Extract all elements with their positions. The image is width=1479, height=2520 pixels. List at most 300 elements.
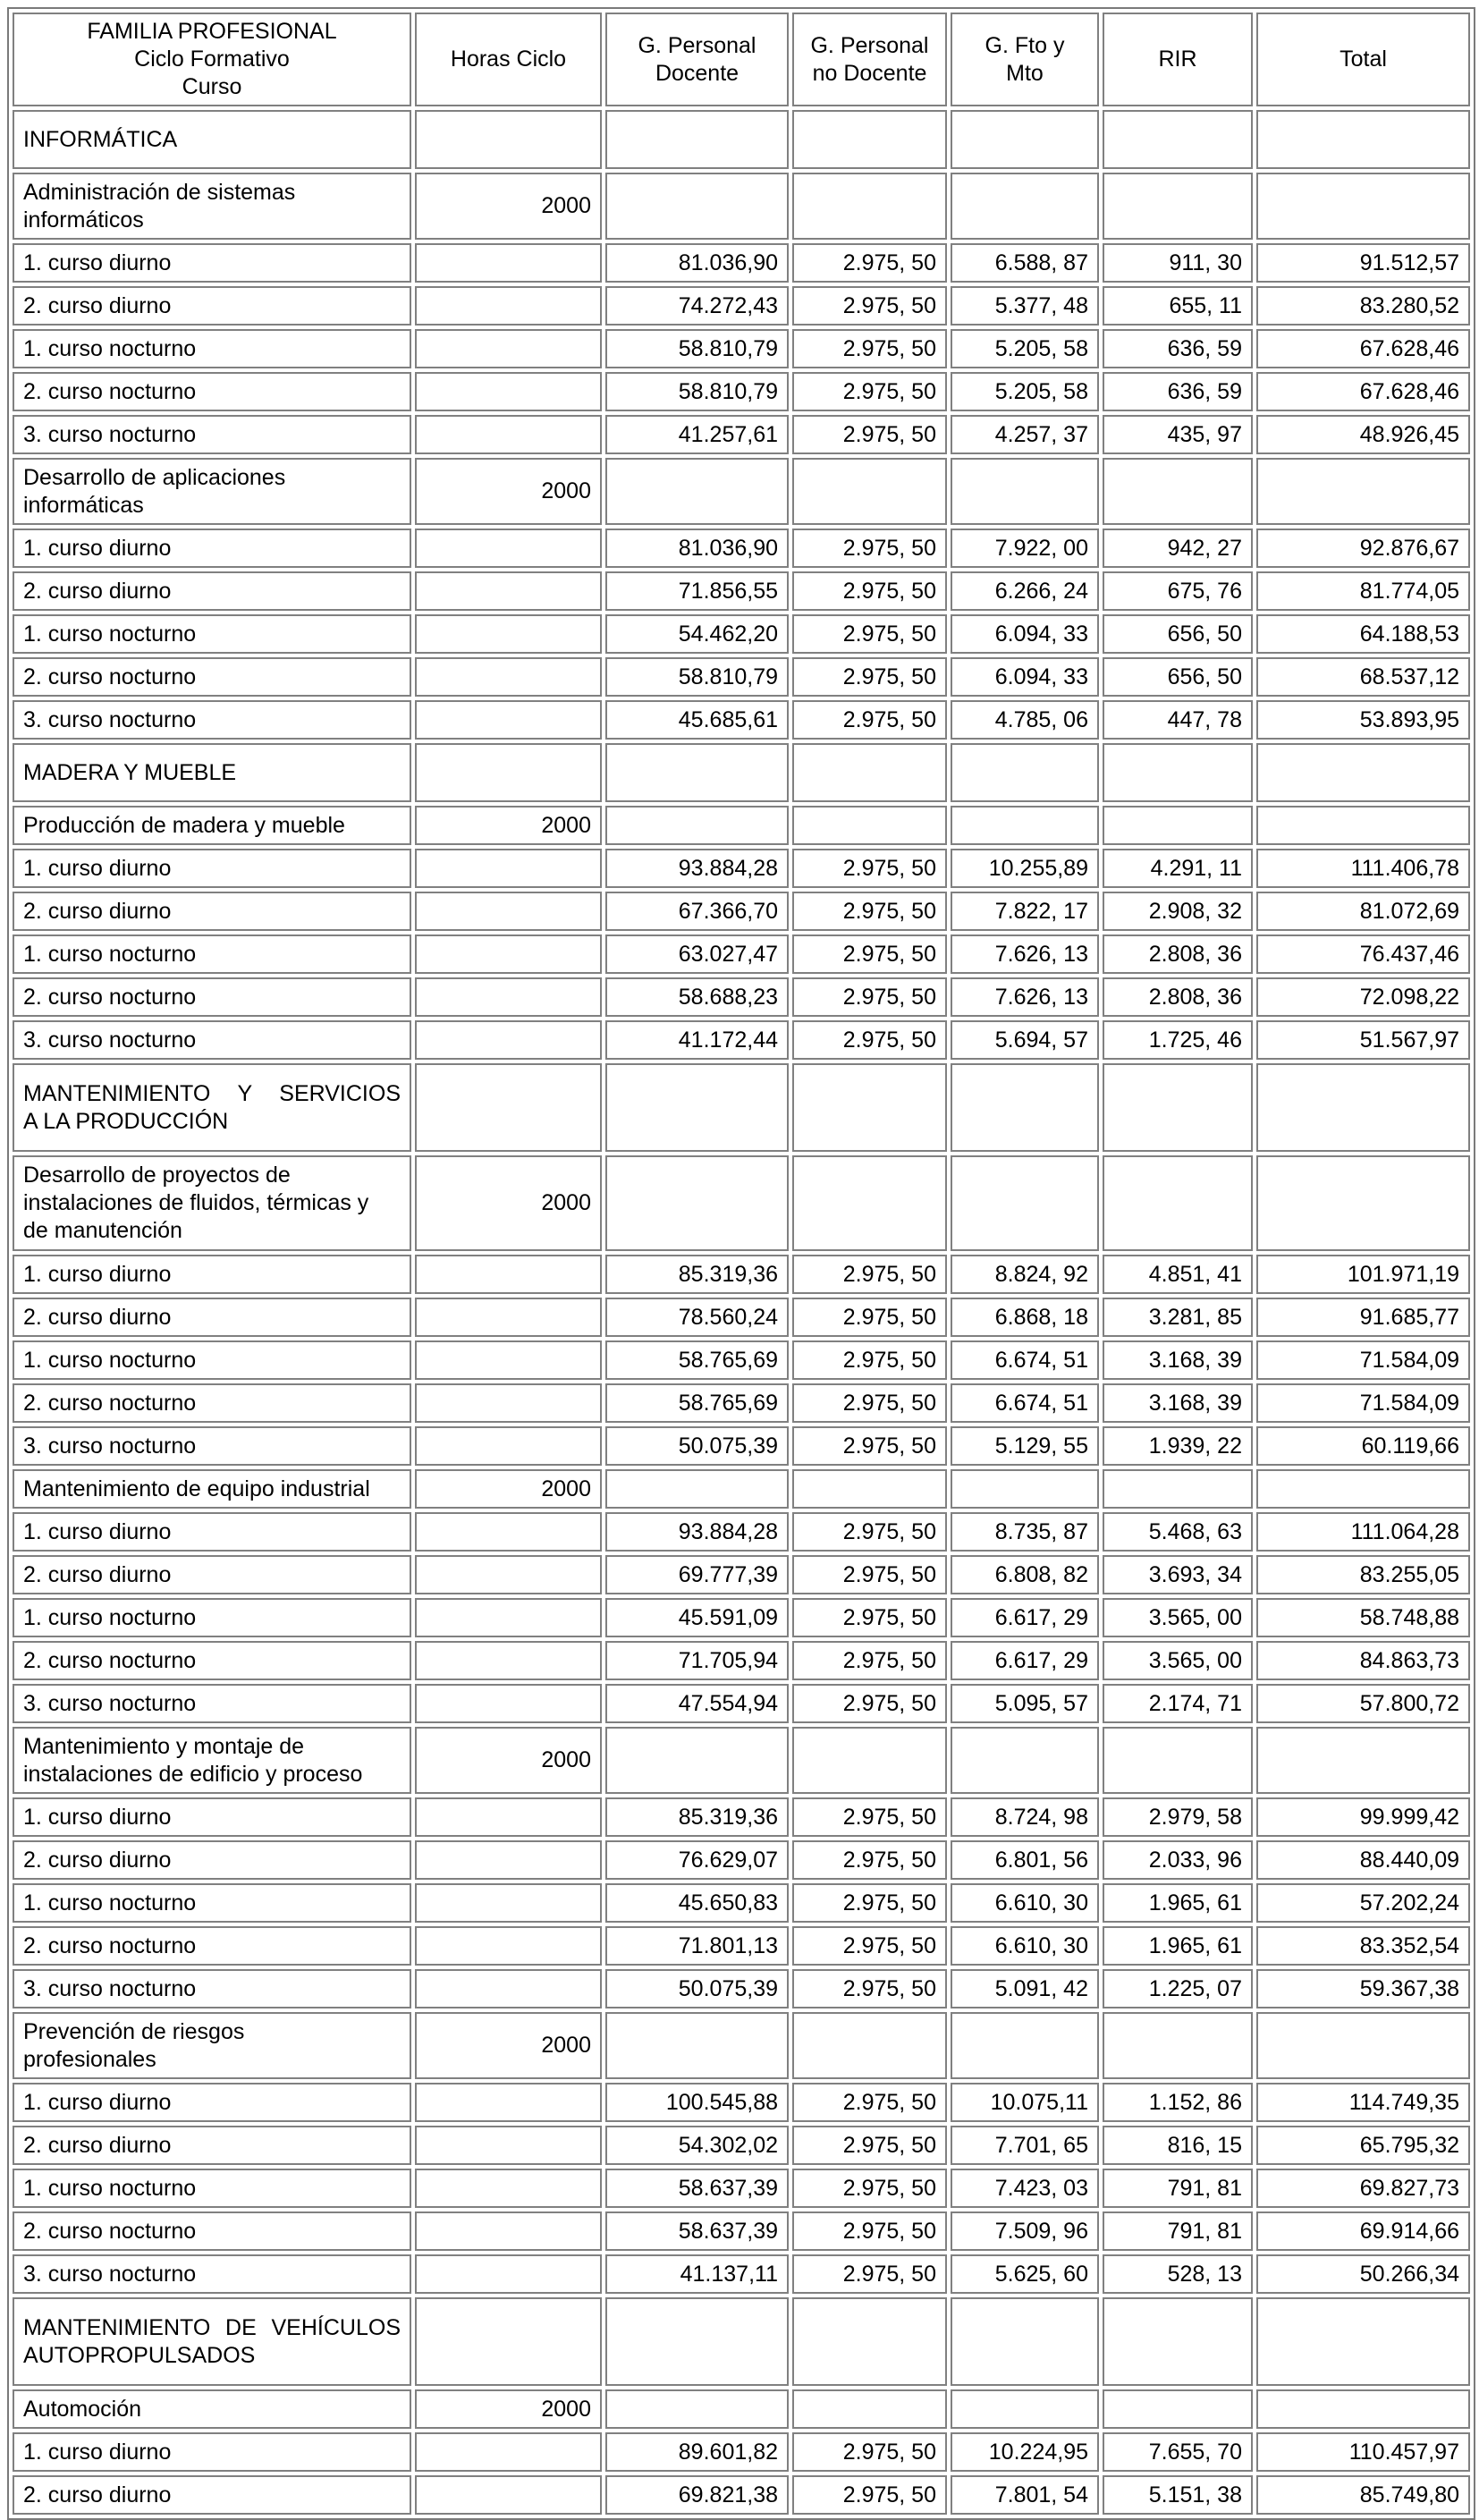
fto-mto-cell: 5.129, 55: [951, 1426, 1099, 1466]
rir-cell: 656, 50: [1103, 657, 1253, 697]
table-row: [13, 529, 1470, 568]
personal-docente-cell: 93.884,28: [605, 849, 789, 888]
rir-cell: 1.225, 07: [1103, 1969, 1253, 2008]
curso-cell: 1. curso diurno: [13, 1797, 411, 1837]
header-rir: RIR: [1103, 13, 1253, 106]
horas-cell: [415, 614, 602, 654]
empty-cell: [605, 2297, 789, 2386]
personal-no-docente-cell: 2.975, 50: [792, 1684, 947, 1723]
personal-no-docente-cell: 2.975, 50: [792, 1883, 947, 1923]
personal-docente-cell: 93.884,28: [605, 1512, 789, 1552]
personal-docente-cell: 69.821,38: [605, 2475, 789, 2515]
horas-cell: [415, 1340, 602, 1380]
personal-docente-cell: 54.462,20: [605, 614, 789, 654]
ciclo-name-line: Administración de sistemas: [23, 179, 296, 205]
empty-cell: [1103, 2389, 1253, 2429]
fto-mto-cell: 6.808, 82: [951, 1555, 1099, 1594]
empty-cell: [792, 1155, 947, 1251]
personal-no-docente-cell: 2.975, 50: [792, 2126, 947, 2165]
empty-cell: [1103, 2012, 1253, 2079]
horas-cell: [415, 1555, 602, 1594]
ciclo-name-line: instalaciones de fluidos, térmicas y: [23, 1190, 369, 1215]
ciclo-name-cell: [13, 806, 411, 845]
empty-cell: [1103, 806, 1253, 845]
table-row: [13, 892, 1470, 931]
total-cell: 83.255,05: [1256, 1555, 1470, 1594]
total-cell: 101.971,19: [1256, 1255, 1470, 1294]
fto-mto-cell: 6.674, 51: [951, 1340, 1099, 1380]
empty-cell: [792, 2389, 947, 2429]
horas-cell: [415, 1598, 602, 1637]
empty-cell: [1103, 1469, 1253, 1509]
personal-docente-cell: 58.810,79: [605, 372, 789, 411]
horas-cell: [415, 1797, 602, 1837]
empty-cell: [951, 173, 1099, 240]
empty-cell: [605, 1063, 789, 1152]
total-cell: 99.999,42: [1256, 1797, 1470, 1837]
curso-cell: 2. curso nocturno: [13, 1926, 411, 1966]
personal-no-docente-cell: 2.975, 50: [792, 1426, 947, 1466]
empty-cell: [1256, 806, 1470, 845]
rir-cell: 2.808, 36: [1103, 977, 1253, 1017]
ciclo-name-cell: [13, 173, 411, 240]
header-fto-mto: [951, 13, 1099, 106]
personal-docente-cell: 85.319,36: [605, 1255, 789, 1294]
horas-cell: [415, 1255, 602, 1294]
horas-cell: [415, 2297, 602, 2386]
header-total: Total: [1256, 13, 1470, 106]
empty-cell: [605, 1155, 789, 1251]
personal-docente-cell: 67.366,70: [605, 892, 789, 931]
rir-cell: 2.174, 71: [1103, 1684, 1253, 1723]
table-row: [13, 700, 1470, 740]
personal-no-docente-cell: 2.975, 50: [792, 372, 947, 411]
rir-cell: 3.693, 34: [1103, 1555, 1253, 1594]
horas-cell: [415, 415, 602, 454]
horas-cell: [415, 2432, 602, 2472]
table-row: [13, 243, 1470, 283]
fto-mto-cell: 8.735, 87: [951, 1512, 1099, 1552]
curso-cell: 1. curso nocturno: [13, 1340, 411, 1380]
table-body: [13, 110, 1470, 2515]
fto-mto-cell: 8.724, 98: [951, 1797, 1099, 1837]
personal-docente-cell: 89.601,82: [605, 2432, 789, 2472]
rir-cell: 636, 59: [1103, 329, 1253, 368]
total-cell: 58.748,88: [1256, 1598, 1470, 1637]
table-row: [13, 1340, 1470, 1380]
horas-cell: 2000: [415, 458, 602, 525]
empty-cell: [792, 2012, 947, 2079]
ciclo-row: [13, 2389, 1470, 2429]
empty-cell: [951, 1727, 1099, 1794]
table-row: [13, 614, 1470, 654]
fto-mto-cell: 7.701, 65: [951, 2126, 1099, 2165]
personal-no-docente-cell: 2.975, 50: [792, 1255, 947, 1294]
empty-cell: [792, 173, 947, 240]
empty-cell: [1256, 110, 1470, 169]
header-line: Docente: [655, 60, 740, 86]
familia-name-cell: [13, 2297, 411, 2386]
empty-cell: [951, 1155, 1099, 1251]
horas-cell: 2000: [415, 173, 602, 240]
personal-docente-cell: 58.765,69: [605, 1383, 789, 1423]
curso-cell: 2. curso nocturno: [13, 977, 411, 1017]
header-line: G. Personal: [810, 32, 929, 58]
total-cell: 53.893,95: [1256, 700, 1470, 740]
fto-mto-cell: 6.094, 33: [951, 657, 1099, 697]
empty-cell: [951, 1063, 1099, 1152]
empty-cell: [792, 1469, 947, 1509]
curso-cell: 2. curso diurno: [13, 1298, 411, 1337]
fto-mto-cell: 6.868, 18: [951, 1298, 1099, 1337]
table-row: [13, 286, 1470, 326]
curso-cell: 3. curso nocturno: [13, 415, 411, 454]
header-personal-no-docente: [792, 13, 947, 106]
fto-mto-cell: 5.377, 48: [951, 286, 1099, 326]
personal-no-docente-cell: 2.975, 50: [792, 1512, 947, 1552]
curso-cell: 1. curso diurno: [13, 529, 411, 568]
familia-name-cell: [13, 1063, 411, 1152]
personal-no-docente-cell: 2.975, 50: [792, 1298, 947, 1337]
ciclo-name-line: Mantenimiento y montaje de: [23, 1733, 305, 1759]
horas-cell: [415, 1298, 602, 1337]
rir-cell: 435, 97: [1103, 415, 1253, 454]
fto-mto-cell: 6.617, 29: [951, 1641, 1099, 1680]
empty-cell: [1256, 2297, 1470, 2386]
horas-cell: [415, 571, 602, 611]
total-cell: 72.098,22: [1256, 977, 1470, 1017]
empty-cell: [1256, 1727, 1470, 1794]
familia-name-line: AUTOPROPULSADOS: [23, 2342, 256, 2368]
familia-name-cell: [13, 743, 411, 802]
rir-cell: 816, 15: [1103, 2126, 1253, 2165]
total-cell: 110.457,97: [1256, 2432, 1470, 2472]
table-row: [13, 2211, 1470, 2251]
horas-cell: [415, 329, 602, 368]
fto-mto-cell: 10.075,11: [951, 2083, 1099, 2122]
personal-no-docente-cell: 2.975, 50: [792, 849, 947, 888]
rir-cell: 3.281, 85: [1103, 1298, 1253, 1337]
empty-cell: [1256, 458, 1470, 525]
horas-cell: [415, 1926, 602, 1966]
personal-no-docente-cell: 2.975, 50: [792, 1555, 947, 1594]
empty-cell: [1103, 1063, 1253, 1152]
fto-mto-cell: 5.694, 57: [951, 1020, 1099, 1060]
curso-cell: 1. curso nocturno: [13, 329, 411, 368]
familia-name-cell: [13, 110, 411, 169]
horas-cell: 2000: [415, 1469, 602, 1509]
curso-cell: 2. curso nocturno: [13, 657, 411, 697]
fto-mto-cell: 7.626, 13: [951, 977, 1099, 1017]
fto-mto-cell: 4.257, 37: [951, 415, 1099, 454]
familia-row: [13, 1063, 1470, 1152]
personal-docente-cell: 41.172,44: [605, 1020, 789, 1060]
rir-cell: 791, 81: [1103, 2211, 1253, 2251]
empty-cell: [951, 2389, 1099, 2429]
total-cell: 51.567,97: [1256, 1020, 1470, 1060]
curso-cell: 3. curso nocturno: [13, 700, 411, 740]
personal-docente-cell: 50.075,39: [605, 1426, 789, 1466]
fto-mto-cell: 6.610, 30: [951, 1926, 1099, 1966]
table-row: [13, 849, 1470, 888]
total-cell: 59.367,38: [1256, 1969, 1470, 2008]
fto-mto-cell: 7.626, 13: [951, 934, 1099, 974]
empty-cell: [1103, 1727, 1253, 1794]
ciclo-row: [13, 1469, 1470, 1509]
horas-cell: [415, 1840, 602, 1880]
empty-cell: [792, 458, 947, 525]
personal-no-docente-cell: 2.975, 50: [792, 1383, 947, 1423]
horas-cell: [415, 977, 602, 1017]
personal-docente-cell: 81.036,90: [605, 529, 789, 568]
ciclo-name-cell: [13, 1469, 411, 1509]
empty-cell: [792, 2297, 947, 2386]
personal-no-docente-cell: 2.975, 50: [792, 2432, 947, 2472]
familia-name-line: MANTENIMIENTO Y SERVICIOS: [23, 1080, 401, 1106]
personal-no-docente-cell: 2.975, 50: [792, 286, 947, 326]
empty-cell: [1256, 1469, 1470, 1509]
empty-cell: [1103, 2297, 1253, 2386]
rir-cell: 1.965, 61: [1103, 1883, 1253, 1923]
rir-cell: 528, 13: [1103, 2254, 1253, 2294]
curso-cell: 1. curso nocturno: [13, 1883, 411, 1923]
header-line: G. Fto y: [985, 32, 1065, 58]
empty-cell: [605, 2389, 789, 2429]
personal-docente-cell: 85.319,36: [605, 1797, 789, 1837]
header-horas: Horas Ciclo: [415, 13, 602, 106]
table-row: [13, 657, 1470, 697]
personal-docente-cell: 58.765,69: [605, 1340, 789, 1380]
total-cell: 88.440,09: [1256, 1840, 1470, 1880]
rir-cell: 5.151, 38: [1103, 2475, 1253, 2515]
table-row: [13, 1797, 1470, 1837]
header-curso-line: Curso: [182, 74, 242, 99]
horas-cell: [415, 1969, 602, 2008]
horas-cell: 2000: [415, 2389, 602, 2429]
ciclo-name-line: Desarrollo de aplicaciones: [23, 464, 286, 490]
ciclo-name-line: Mantenimiento de equipo industrial: [23, 1476, 370, 1501]
header-line: no Docente: [812, 60, 927, 86]
personal-no-docente-cell: 2.975, 50: [792, 2254, 947, 2294]
fto-mto-cell: 5.625, 60: [951, 2254, 1099, 2294]
empty-cell: [1256, 173, 1470, 240]
fto-mto-cell: 7.801, 54: [951, 2475, 1099, 2515]
horas-cell: [415, 657, 602, 697]
horas-cell: [415, 849, 602, 888]
personal-no-docente-cell: 2.975, 50: [792, 329, 947, 368]
ciclo-name-cell: [13, 2012, 411, 2079]
rir-cell: 5.468, 63: [1103, 1512, 1253, 1552]
curso-cell: 2. curso nocturno: [13, 372, 411, 411]
ciclo-name-line: instalaciones de edificio y proceso: [23, 1761, 363, 1787]
ciclo-row: [13, 1727, 1470, 1794]
table-row: [13, 2475, 1470, 2515]
total-cell: 111.406,78: [1256, 849, 1470, 888]
personal-docente-cell: 47.554,94: [605, 1684, 789, 1723]
empty-cell: [605, 806, 789, 845]
personal-no-docente-cell: 2.975, 50: [792, 614, 947, 654]
horas-cell: [415, 892, 602, 931]
horas-cell: [415, 2211, 602, 2251]
personal-docente-cell: 63.027,47: [605, 934, 789, 974]
personal-docente-cell: 71.856,55: [605, 571, 789, 611]
personal-docente-cell: 58.810,79: [605, 657, 789, 697]
table-row: [13, 1641, 1470, 1680]
rir-cell: 1.965, 61: [1103, 1926, 1253, 1966]
personal-docente-cell: 45.685,61: [605, 700, 789, 740]
total-cell: 69.827,73: [1256, 2169, 1470, 2208]
personal-no-docente-cell: 2.975, 50: [792, 2083, 947, 2122]
fto-mto-cell: 7.822, 17: [951, 892, 1099, 931]
total-cell: 60.119,66: [1256, 1426, 1470, 1466]
curso-cell: 2. curso diurno: [13, 1840, 411, 1880]
personal-no-docente-cell: 2.975, 50: [792, 243, 947, 283]
rir-cell: 4.291, 11: [1103, 849, 1253, 888]
empty-cell: [792, 743, 947, 802]
empty-cell: [605, 1469, 789, 1509]
rir-cell: 3.565, 00: [1103, 1641, 1253, 1680]
personal-docente-cell: 76.629,07: [605, 1840, 789, 1880]
total-cell: 68.537,12: [1256, 657, 1470, 697]
rir-cell: 656, 50: [1103, 614, 1253, 654]
ciclo-name-cell: [13, 458, 411, 525]
horas-cell: [415, 1020, 602, 1060]
total-cell: 76.437,46: [1256, 934, 1470, 974]
horas-cell: [415, 243, 602, 283]
empty-cell: [605, 2012, 789, 2079]
empty-cell: [1256, 1063, 1470, 1152]
empty-cell: [792, 110, 947, 169]
curso-cell: 3. curso nocturno: [13, 1684, 411, 1723]
rir-cell: 3.168, 39: [1103, 1383, 1253, 1423]
rir-cell: 2.979, 58: [1103, 1797, 1253, 1837]
empty-cell: [951, 2297, 1099, 2386]
personal-docente-cell: 50.075,39: [605, 1969, 789, 2008]
ciclo-name-line: informáticas: [23, 492, 144, 518]
curso-cell: 2. curso diurno: [13, 286, 411, 326]
ciclo-row: [13, 2012, 1470, 2079]
empty-cell: [1256, 1155, 1470, 1251]
total-cell: 91.685,77: [1256, 1298, 1470, 1337]
rir-cell: 3.565, 00: [1103, 1598, 1253, 1637]
personal-no-docente-cell: 2.975, 50: [792, 2475, 947, 2515]
rir-cell: 791, 81: [1103, 2169, 1253, 2208]
curso-cell: 1. curso nocturno: [13, 1598, 411, 1637]
horas-cell: 2000: [415, 1727, 602, 1794]
total-cell: 83.352,54: [1256, 1926, 1470, 1966]
horas-cell: 2000: [415, 1155, 602, 1251]
curso-cell: 3. curso nocturno: [13, 1426, 411, 1466]
total-cell: 81.774,05: [1256, 571, 1470, 611]
horas-cell: 2000: [415, 2012, 602, 2079]
fto-mto-cell: 6.094, 33: [951, 614, 1099, 654]
familia-row: [13, 2297, 1470, 2386]
personal-no-docente-cell: 2.975, 50: [792, 1926, 947, 1966]
rir-cell: 942, 27: [1103, 529, 1253, 568]
personal-docente-cell: 69.777,39: [605, 1555, 789, 1594]
curso-cell: 1. curso nocturno: [13, 934, 411, 974]
fto-mto-cell: 7.509, 96: [951, 2211, 1099, 2251]
total-cell: 67.628,46: [1256, 329, 1470, 368]
header-familia-line: FAMILIA PROFESIONAL: [87, 19, 337, 44]
horas-cell: [415, 1512, 602, 1552]
table-row: [13, 1598, 1470, 1637]
horas-cell: [415, 1684, 602, 1723]
horas-cell: [415, 1883, 602, 1923]
curso-cell: 2. curso nocturno: [13, 1383, 411, 1423]
table-row: [13, 1883, 1470, 1923]
personal-docente-cell: 81.036,90: [605, 243, 789, 283]
horas-cell: [415, 743, 602, 802]
total-cell: 111.064,28: [1256, 1512, 1470, 1552]
empty-cell: [792, 806, 947, 845]
empty-cell: [1256, 2389, 1470, 2429]
horas-cell: [415, 2254, 602, 2294]
ciclo-name-line: informáticos: [23, 207, 144, 233]
personal-no-docente-cell: 2.975, 50: [792, 892, 947, 931]
table-row: [13, 1512, 1470, 1552]
table-row: [13, 415, 1470, 454]
rir-cell: 2.908, 32: [1103, 892, 1253, 931]
empty-cell: [951, 458, 1099, 525]
table-row: [13, 2169, 1470, 2208]
horas-cell: [415, 2475, 602, 2515]
horas-cell: [415, 1641, 602, 1680]
rir-cell: 7.655, 70: [1103, 2432, 1253, 2472]
curso-cell: 1. curso diurno: [13, 1255, 411, 1294]
horas-cell: [415, 700, 602, 740]
horas-cell: [415, 372, 602, 411]
familia-row: [13, 743, 1470, 802]
header-line: G. Personal: [638, 32, 756, 58]
rir-cell: 911, 30: [1103, 243, 1253, 283]
ciclo-name-cell: [13, 2389, 411, 2429]
ciclo-name-line: Producción de madera y mueble: [23, 812, 345, 838]
total-cell: 57.202,24: [1256, 1883, 1470, 1923]
ciclo-row: [13, 806, 1470, 845]
header-line: Mto: [1006, 60, 1044, 86]
empty-cell: [1103, 173, 1253, 240]
horas-cell: [415, 1383, 602, 1423]
table-row: [13, 1840, 1470, 1880]
curso-cell: 3. curso nocturno: [13, 1020, 411, 1060]
empty-cell: [605, 458, 789, 525]
table-row: [13, 934, 1470, 974]
total-cell: 85.749,80: [1256, 2475, 1470, 2515]
familia-row: [13, 110, 1470, 169]
empty-cell: [1256, 743, 1470, 802]
fto-mto-cell: 5.205, 58: [951, 329, 1099, 368]
empty-cell: [605, 173, 789, 240]
table-row: [13, 372, 1470, 411]
table-row: [13, 1684, 1470, 1723]
personal-docente-cell: 41.257,61: [605, 415, 789, 454]
horas-cell: [415, 1063, 602, 1152]
total-cell: 84.863,73: [1256, 1641, 1470, 1680]
empty-cell: [605, 743, 789, 802]
personal-no-docente-cell: 2.975, 50: [792, 1340, 947, 1380]
horas-cell: [415, 529, 602, 568]
table-row: [13, 2083, 1470, 2122]
personal-no-docente-cell: 2.975, 50: [792, 1840, 947, 1880]
empty-cell: [792, 1063, 947, 1152]
personal-no-docente-cell: 2.975, 50: [792, 1020, 947, 1060]
rir-cell: 447, 78: [1103, 700, 1253, 740]
rir-cell: 2.033, 96: [1103, 1840, 1253, 1880]
familia-name-line: MADERA Y MUEBLE: [23, 759, 237, 785]
personal-docente-cell: 54.302,02: [605, 2126, 789, 2165]
table-row: [13, 571, 1470, 611]
